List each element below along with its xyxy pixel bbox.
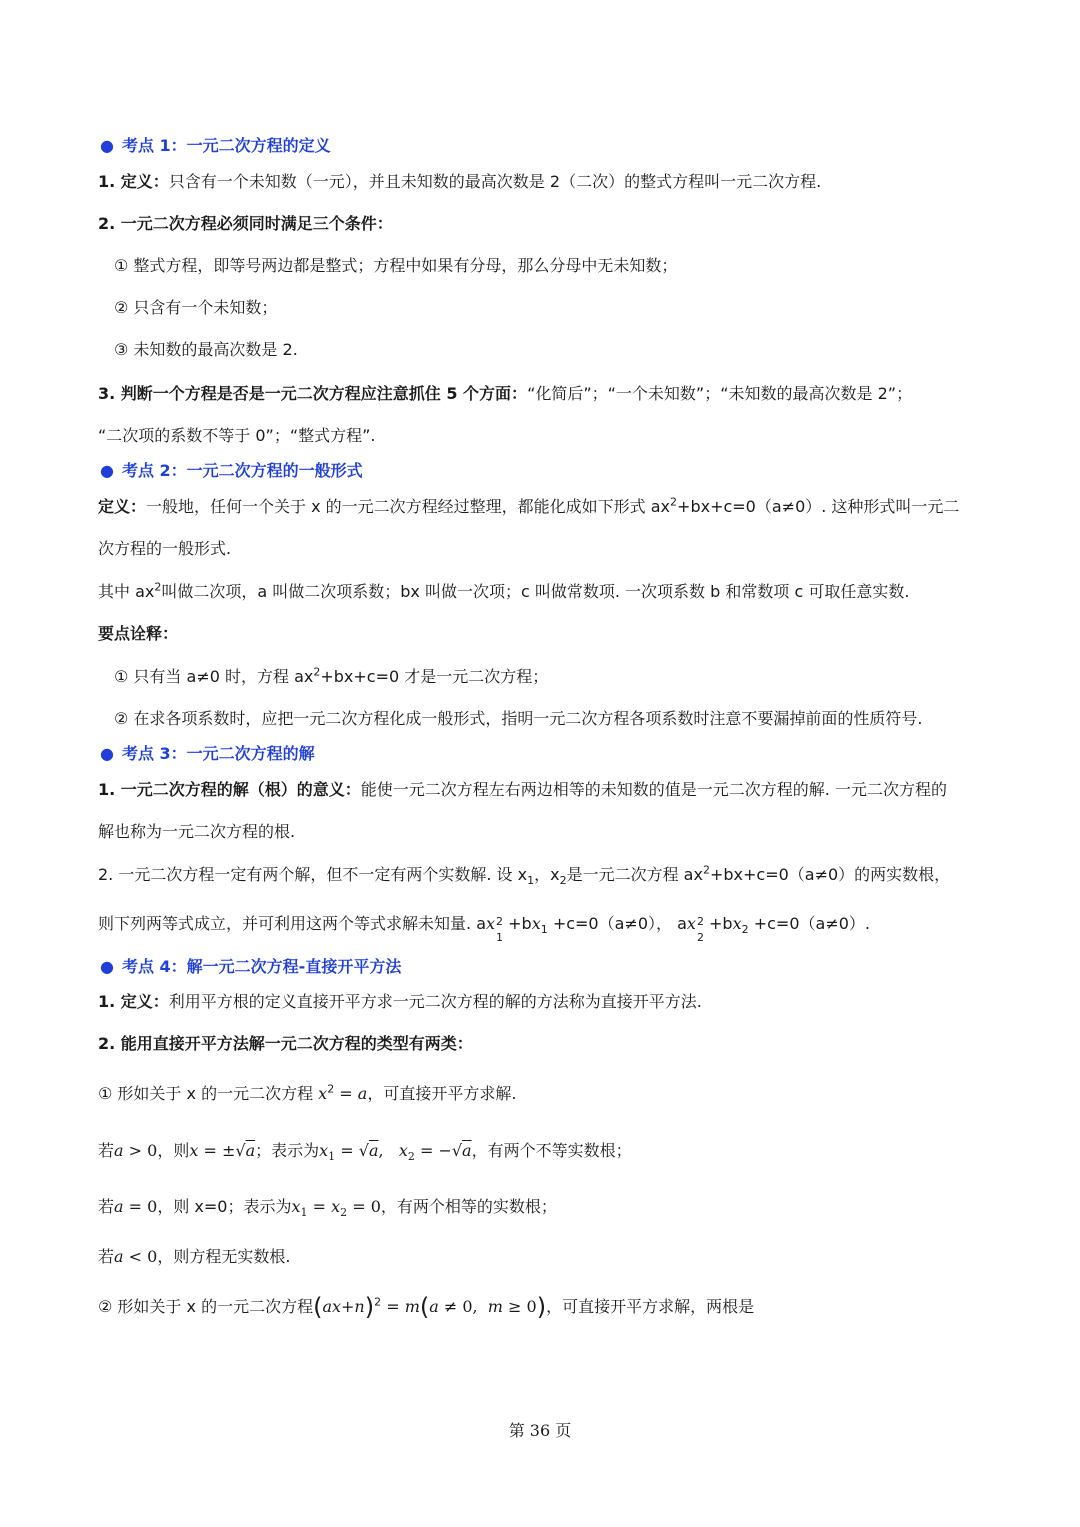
key-point-1: ① 只有当 a≠0 时，方程 $ax^2+bx+c=0$ 才是一元二次方程； [114,665,549,686]
root-meaning-continued: 解也称为一元二次方程的根. [98,822,296,841]
definition-paragraph: 1. 定义：只含有一个未知数（一元），并且未知数的最高次数是 2（二次）的整式方程叫一元二次方程. [98,172,822,191]
section-2-title: ● 考点 2：一元二次方程的一般形式 [100,461,363,480]
section-1-title: ● 考点 1：一元二次方程的定义 [100,136,331,155]
key-point-2: ② 在求各项系数时，应把一元二次方程化成一般形式，指明一元二次方程各项系数时注意不要漏掉前面的性质符号. [114,709,923,728]
root-equation-1: ax 2 1 $+bx_1 +c=0(a\ne 0)$， [476,914,672,944]
case-negative: 若a < 0，则方程无实数根. [98,1247,291,1266]
condition-2: ② 只含有一个未知数； [114,298,278,317]
type-1-line: ① 形如关于 x 的一元二次方程 $x^2 = a$，可直接开平方求解. [98,1082,517,1103]
judgement-paragraph: 3. 判断一个方程是否是一元二次方程应注意抓住 5 个方面：“化简后”；“一个未知数”；“未知数的最高次数是 2”； [98,384,913,403]
general-form-continued: 次方程的一般形式. [98,539,232,558]
sqrt-method-definition: 1. 定义：利用平方根的定义直接开平方求一元二次方程的解的方法称为直接开平方法. [98,992,702,1011]
two-roots-paragraph: 2. 一元二次方程一定有两个解，但不一定有两个实数解. 设 $x_1$，$x_2$是一元二次方程 $ax^2+bx+c=0(a\ne 0)$的两实数根， [98,863,951,888]
bullet-dot-icon: ● [100,744,114,763]
two-types-heading: 2. 能用直接开平方法解一元二次方程的类型有两类： [98,1034,473,1053]
section-4-title: ● 考点 4：解一元二次方程-直接开平方法 [100,957,402,976]
bullet-dot-icon: ● [100,461,114,480]
section-3-title: ● 考点 3：一元二次方程的解 [100,744,315,763]
type-2-line: ② 形如关于 x 的一元二次方程$(ax+n)^2 = m(a \ne 0$, m ≥ 0)，可直接开平方求解，两根是 [98,1293,755,1321]
judgement-continued: “二次项的系数不等于 0”；“整式方程”. [98,426,376,445]
general-form-definition: 定义：一般地，任何一个关于 x 的一元二次方程经过整理，都能化成如下形式 $ax^2+bx+c=0(a\ne 0)$. 这种形式叫一元二 [98,495,960,516]
root-equation-2: ax 2 2 $+bx_2 +c=0(a\ne 0)$. [677,914,870,944]
page-number: 第 36 页 [508,1421,572,1440]
bullet-dot-icon: ● [100,957,114,976]
bullet-dot-icon: ● [100,136,114,155]
terms-explanation: 其中 $ax^2$叫做二次项，a 叫做二次项系数；bx 叫做一次项；c 叫做常数项. 一次项系数 b 和常数项 c 可取任意实数. [98,580,910,601]
key-points-heading: 要点诠释： [98,624,179,643]
root-meaning-paragraph: 1. 一元二次方程的解（根）的意义：能使一元二次方程左右两边相等的未知数的值是一元二次方程的解. 一元二次方程的 [98,780,947,799]
two-roots-equations: 则下列两等式成立，并可利用这两个等式求解未知量. ax 2 1 $+bx_1 +c=0(a\ne 0)$， ax 2 2 $+bx_2 +c=0(a\ne 0)$. [98,914,870,944]
condition-1: ① 整式方程，即等号两边都是整式；方程中如果有分母，那么分母中无未知数； [114,256,678,275]
case-positive: 若a > 0，则x = ±√a；表示为$x_1 = √a$, $x_2 = -√a$，有两个不等实数根； [98,1141,632,1164]
condition-3: ③ 未知数的最高次数是 2. [114,340,298,359]
conditions-heading: 2. 一元二次方程必须同时满足三个条件： [98,214,393,233]
case-zero: 若a = 0，则 x=0；表示为$x_1 = x_2 = 0$，有两个相等的实数根； [98,1197,557,1220]
